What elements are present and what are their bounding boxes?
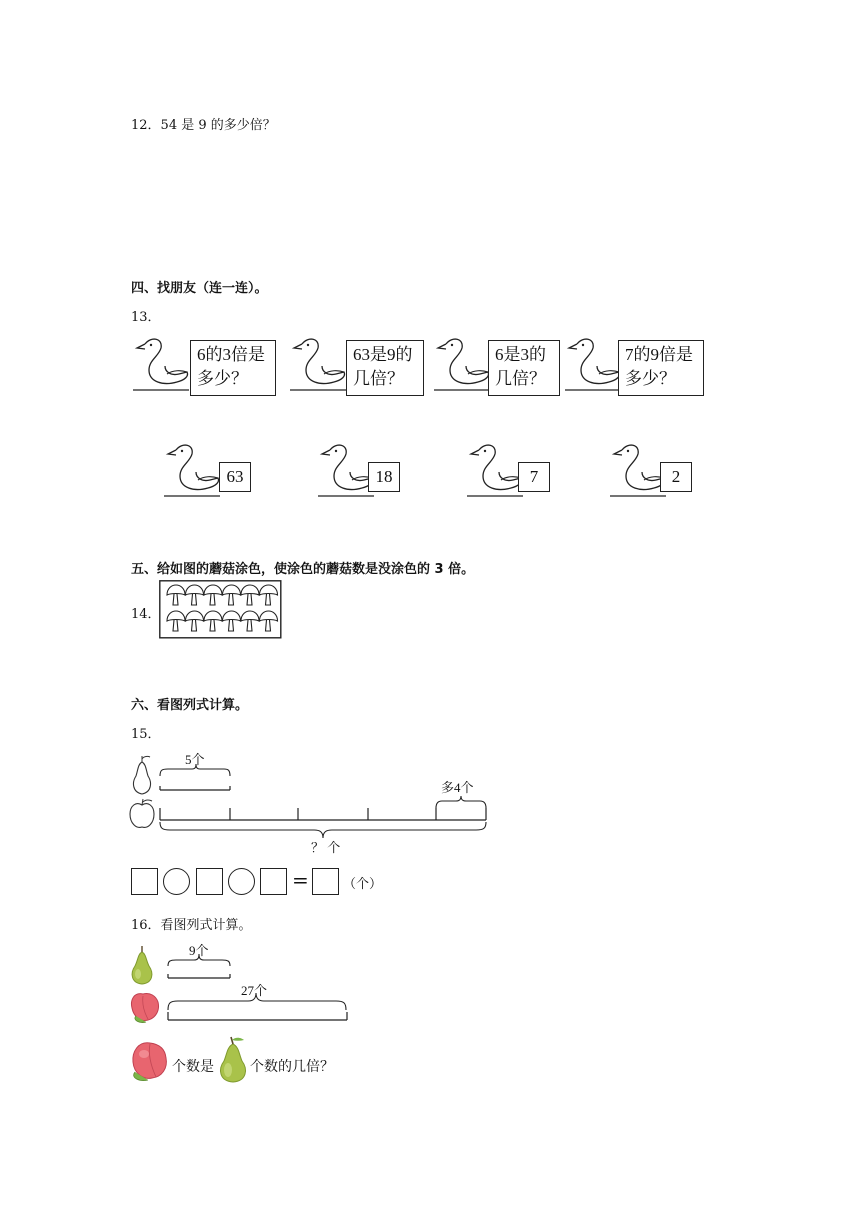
- answer-box-1[interactable]: [131, 868, 158, 895]
- question-15-number: 15．: [131, 727, 161, 742]
- answer-box-2[interactable]: [196, 868, 223, 895]
- answer-value-4: 2: [660, 462, 692, 492]
- answer-value-3: 7: [518, 462, 550, 492]
- mushroom-8[interactable]: [186, 611, 204, 631]
- card-3-line1: 6是3的: [495, 345, 546, 364]
- swan-icon: [131, 336, 193, 392]
- mushroom-6[interactable]: [260, 585, 278, 605]
- swan-icon: [288, 336, 350, 392]
- pear-icon: [134, 756, 151, 794]
- question-16: 16．看图列式计算。: [131, 918, 252, 933]
- total-label: ？ 个: [311, 840, 341, 855]
- answer-value-2: 18: [368, 462, 400, 492]
- green-pear-icon: [132, 946, 152, 984]
- answer-box-result[interactable]: [312, 868, 339, 895]
- equals-sign: =: [292, 868, 309, 892]
- mushroom-12[interactable]: [260, 611, 278, 631]
- unit-label: （个）: [343, 876, 383, 891]
- mushroom-3[interactable]: [204, 585, 222, 605]
- question-16-part2: 个数的几倍？: [250, 1060, 334, 1075]
- swan-icon: [162, 442, 224, 498]
- section-4-title: 四、找朋友（连一连）。: [131, 281, 268, 296]
- answer-box-3[interactable]: [260, 868, 287, 895]
- peach-icon: [131, 993, 158, 1022]
- peach-count-label: 27个: [241, 983, 268, 998]
- section-5-title: 五、给如图的蘑菇涂色，使涂色的蘑菇数是没涂色的 3 倍。: [131, 562, 475, 577]
- peach-icon: [130, 1040, 170, 1082]
- card-3-line2: 几倍？: [495, 369, 546, 388]
- question-13-number: 13．: [131, 310, 161, 325]
- more-label: 多4个: [441, 780, 474, 795]
- question-14-number: 14．: [131, 607, 161, 622]
- section-6-title: 六、看图列式计算。: [131, 698, 249, 713]
- mushroom-10[interactable]: [223, 611, 241, 631]
- card-2-line2: 几倍？: [353, 369, 404, 388]
- card-1-line2: 多少？: [197, 369, 248, 388]
- pear-count-label: 5个: [185, 752, 205, 767]
- apple-icon: [130, 799, 154, 827]
- mushroom-11[interactable]: [241, 611, 259, 631]
- swan-icon: [563, 336, 625, 392]
- question-12: 12．54 是 9 的多少倍？: [131, 118, 276, 133]
- question-16-part1: 个数是: [172, 1060, 214, 1075]
- pear-count-label-16: 9个: [189, 943, 209, 958]
- mushroom-4[interactable]: [223, 585, 241, 605]
- mushroom-2[interactable]: [186, 585, 204, 605]
- mushroom-1[interactable]: [167, 585, 185, 605]
- card-4-line1: 7的9倍是: [625, 345, 693, 364]
- mushroom-7[interactable]: [167, 611, 185, 631]
- mushroom-9[interactable]: [204, 611, 222, 631]
- card-1-line1: 6的3倍是: [197, 345, 265, 364]
- answer-value-1: 63: [219, 462, 251, 492]
- card-4-line2: 多少？: [625, 369, 676, 388]
- mushroom-grid: [159, 580, 283, 640]
- card-2-line1: 63是9的: [353, 345, 413, 364]
- operator-circle-1[interactable]: [163, 868, 190, 895]
- swan-icon: [432, 336, 494, 392]
- mushroom-5[interactable]: [241, 585, 259, 605]
- green-pear-icon: [216, 1036, 250, 1084]
- operator-circle-2[interactable]: [228, 868, 255, 895]
